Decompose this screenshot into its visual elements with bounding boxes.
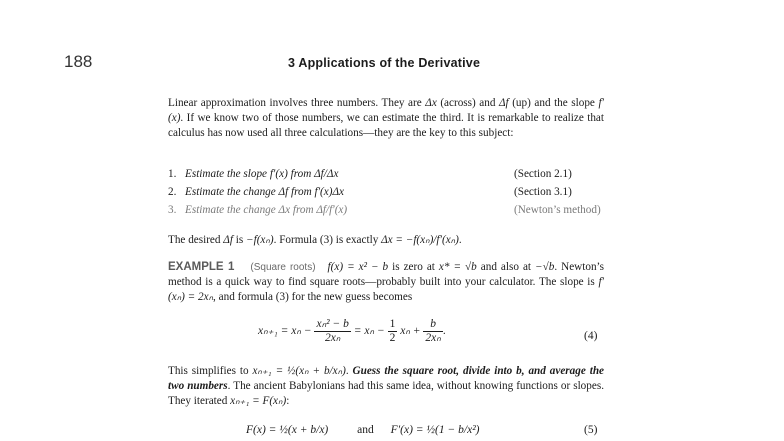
eq4-f3-numerator: b — [423, 318, 442, 332]
desired-text-3: . Formula (3) is exactly — [273, 234, 382, 246]
example-label: EXAMPLE 1 — [168, 261, 235, 273]
example-math-4: f′(xₙ) = 2xₙ — [168, 276, 604, 303]
running-head: 3 Applications of the Derivative — [288, 56, 481, 70]
eq4-lhs: xₙ₊₁ = xₙ − — [258, 325, 312, 338]
desired-sentence — [168, 233, 462, 246]
list-item-number: 1. — [168, 168, 177, 180]
desired-math-1: Δf — [223, 234, 233, 246]
example-math-3: −√b — [535, 261, 555, 273]
eq4-fraction-1 — [314, 318, 350, 345]
example-text-3: . Newton’s method is a quick way to find square roots—probably built into your calculator. The slope is — [168, 261, 605, 288]
list-item-number: 2. — [168, 186, 177, 198]
eq4-f2-numerator: 1 — [389, 318, 396, 330]
list-item-reference: (Section 2.1) — [514, 168, 572, 180]
intro-math-2: Δf — [498, 97, 509, 109]
eq4-f1-denominator: 2xₙ — [324, 332, 341, 344]
example-text-2: and also at — [476, 261, 536, 273]
eq4-end: . — [442, 325, 446, 338]
simp-text-3: . The ancient Babylonians had this same idea, without knowing functions or slopes. They iterated — [168, 380, 604, 407]
list-item — [168, 204, 608, 220]
eq4-middle: = xₙ − — [353, 325, 385, 338]
intro-text-2: (across) and — [436, 97, 499, 109]
page-number: 188 — [64, 52, 93, 71]
intro-text-3: (up) and the slope — [508, 97, 599, 109]
example-text-1: is zero at — [388, 261, 439, 273]
eq5-lhs: F(x) = ½(x + b/x) — [246, 424, 329, 436]
intro-math-1: Δx — [425, 97, 437, 109]
example-math-2: x* = √b — [438, 261, 477, 273]
simplifies-paragraph — [168, 364, 604, 409]
eq4-f1-numerator: xₙ² − b — [316, 318, 349, 330]
eq4-f3-denominator: 2xₙ — [425, 332, 441, 344]
equation-number: (4) — [584, 330, 598, 342]
simp-text-2: . — [345, 365, 353, 377]
list-item-text: Estimate the change Δf from f′(x)Δx — [185, 186, 345, 198]
eq4-middle-2: xₙ + — [400, 325, 421, 338]
eq4-fraction-3 — [423, 318, 442, 345]
intro-math-3: f′(x) — [168, 97, 605, 124]
example-topic: (Square roots) — [250, 262, 316, 273]
list-item-text: Estimate the change Δx from Δf/f′(x) — [185, 204, 348, 216]
example-text-4: , and formula (3) for the new guess becomes — [213, 291, 413, 303]
example-math-1: f(x) = x² − b — [327, 261, 389, 273]
list-item — [168, 186, 608, 202]
desired-text-4: . — [458, 234, 462, 246]
simp-math-1: xₙ₊₁ = ½(xₙ + b/xₙ) — [252, 365, 346, 377]
desired-math-2: −f(xₙ) — [246, 234, 274, 246]
equation-5 — [246, 424, 608, 436]
eq4-f2-denominator: 2 — [389, 332, 396, 344]
list-item-number: 3. — [168, 204, 177, 216]
eq5-and: and — [357, 424, 374, 436]
equation-number: (5) — [584, 424, 598, 436]
list-item-reference: (Section 3.1) — [514, 186, 572, 198]
intro-text-1: Linear approximation involves three numbers. They are — [168, 97, 426, 109]
desired-text-1: The desired — [168, 234, 224, 246]
intro-paragraph — [168, 96, 604, 141]
simp-text-1: This simplifies to — [168, 365, 253, 377]
simp-math-2: xₙ₊₁ = F(xₙ) — [230, 395, 287, 407]
example-paragraph — [168, 260, 604, 305]
simp-emphasis: Guess the square root, divide into b, and average the two numbers — [168, 365, 605, 392]
simp-text-4: : — [286, 395, 290, 407]
intro-text-4: . If we know two of those numbers, we can estimate the third. It is remarkable to realize that calculus has now used all three calculations—they are the key to this subject: — [168, 112, 604, 139]
eq4-fraction-2 — [388, 318, 398, 345]
equation-4 — [258, 318, 608, 360]
list-item-text: Estimate the slope f′(x) from Δf/Δx — [185, 168, 339, 180]
desired-math-3: Δx = −f(xₙ)/f′(xₙ) — [381, 234, 459, 246]
list-item — [168, 168, 608, 184]
eq5-rhs: F′(x) = ½(1 − b/x²) — [390, 424, 480, 436]
list-item-reference: (Newton’s method) — [514, 204, 601, 216]
desired-text-2: is — [232, 234, 247, 246]
